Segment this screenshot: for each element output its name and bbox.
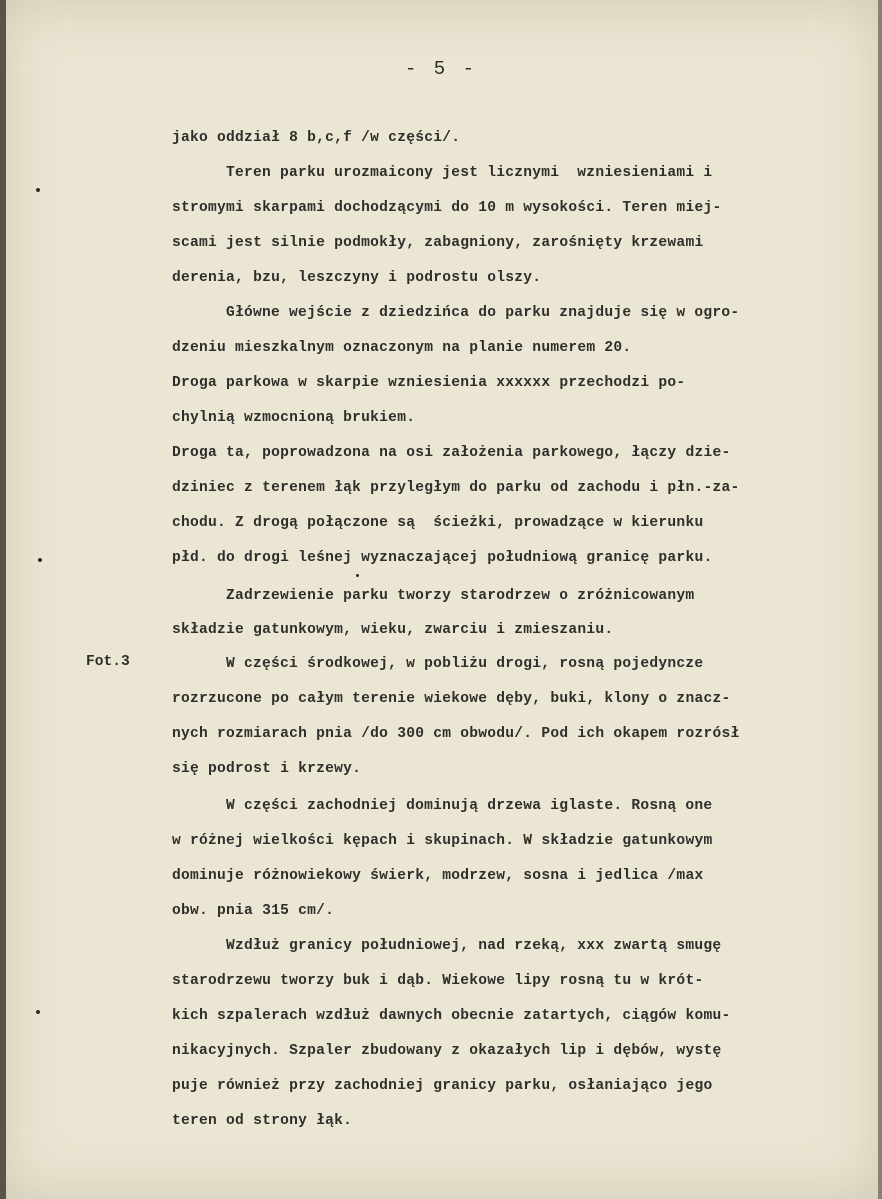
text-line: starodrzewu tworzy buk i dąb. Wiekowe lipy rosną tu w krót- bbox=[172, 973, 704, 989]
text-line: Droga parkowa w skarpie wzniesienia xxxxxx przechodzi po- bbox=[172, 375, 686, 391]
text-line: puje również przy zachodniej granicy parku, osłaniająco jego bbox=[172, 1078, 713, 1094]
scan-edge-right bbox=[878, 0, 882, 1199]
text-line: w różnej wielkości kępach i skupinach. W składzie gatunkowym bbox=[172, 833, 713, 849]
text-line: Wzdłuż granicy południowej, nad rzeką, xxx zwartą smugę bbox=[226, 938, 722, 954]
scan-edge-left bbox=[0, 0, 6, 1199]
text-line: Główne wejście z dziedzińca do parku znajduje się w ogro- bbox=[226, 305, 740, 321]
text-line: stromymi skarpami dochodzącymi do 10 m wysokości. Teren miej- bbox=[172, 200, 722, 216]
text-line: W części środkowej, w pobliżu drogi, rosną pojedyncze bbox=[226, 656, 704, 672]
scan-speck bbox=[36, 188, 40, 192]
text-line: teren od strony łąk. bbox=[172, 1113, 353, 1129]
text-line: rozrzucone po całym terenie wiekowe dęby, buki, klony o znacz- bbox=[172, 691, 731, 707]
text-line: dominuje różnowiekowy świerk, modrzew, sosna i jedlica /max bbox=[172, 868, 704, 884]
scan-speck bbox=[356, 574, 359, 577]
text-line: chodu. Z drogą połączone są ścieżki, prowadzące w kierunku bbox=[172, 515, 704, 531]
text-line: Zadrzewienie parku tworzy starodrzew o zróżnicowanym bbox=[226, 588, 695, 604]
text-line: kich szpalerach wzdłuż dawnych obecnie zatartych, ciągów komu- bbox=[172, 1008, 731, 1024]
text-line: nikacyjnych. Szpaler zbudowany z okazałych lip i dębów, wystę bbox=[172, 1043, 722, 1059]
text-line: obw. pnia 315 cm/. bbox=[172, 903, 335, 919]
text-line: Teren parku urozmaicony jest licznymi wzniesieniami i bbox=[226, 165, 713, 181]
text-line: Droga ta, poprowadzona na osi założenia parkowego, łączy dzie- bbox=[172, 445, 731, 461]
text-line: nych rozmiarach pnia /do 300 cm obwodu/. Pod ich okapem rozrósł bbox=[172, 726, 740, 742]
margin-note-photo-ref: Fot.3 bbox=[86, 654, 130, 670]
text-line: składzie gatunkowym, wieku, zwarciu i zmieszaniu. bbox=[172, 622, 614, 638]
text-line: dzeniu mieszkalnym oznaczonym na planie numerem 20. bbox=[172, 340, 632, 356]
text-line: scami jest silnie podmokły, zabagniony, zarośnięty krzewami bbox=[172, 235, 704, 251]
page-number: - 5 - bbox=[404, 58, 477, 80]
text-line: jako oddział 8 b,c,f /w części/. bbox=[172, 130, 461, 146]
scan-speck bbox=[38, 558, 42, 562]
text-line: płd. do drogi leśnej wyznaczającej południową granicę parku. bbox=[172, 550, 713, 566]
text-line: W części zachodniej dominują drzewa iglaste. Rosną one bbox=[226, 798, 713, 814]
text-line: derenia, bzu, leszczyny i podrostu olszy. bbox=[172, 270, 542, 286]
scan-speck bbox=[36, 1010, 40, 1014]
text-line: się podrost i krzewy. bbox=[172, 761, 362, 777]
text-line: chylnią wzmocnioną brukiem. bbox=[172, 410, 416, 426]
text-line: dziniec z terenem łąk przyległym do parku od zachodu i płn.-za- bbox=[172, 480, 740, 496]
